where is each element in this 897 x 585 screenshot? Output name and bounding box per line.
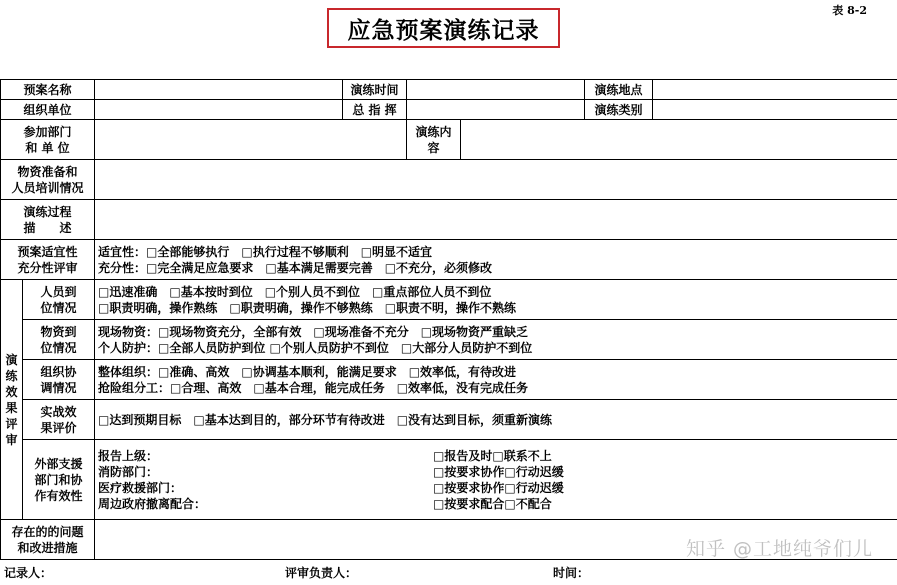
material-label-line: 物资准备和	[17, 164, 78, 179]
suitability-options[interactable]	[95, 240, 897, 280]
table-row	[1, 360, 897, 400]
coord-options[interactable]	[95, 360, 897, 400]
process-label-line: 描 述	[23, 220, 72, 235]
combat-label-line: 实战效	[40, 404, 77, 419]
vertical-char: 审	[5, 432, 18, 447]
content-value[interactable]	[461, 120, 897, 160]
external-item: 消防部门：	[98, 464, 159, 479]
material-label	[1, 160, 95, 200]
table-row	[1, 120, 897, 160]
content-label: 演练内容	[407, 120, 461, 160]
people-label-line: 位情况	[40, 300, 77, 315]
table-row	[1, 200, 897, 240]
option-line[interactable]: □迅速准确 □基本按时到位 □个别人员不到位 □重点部位人员不到位	[98, 284, 492, 299]
org-unit-value[interactable]	[95, 100, 343, 120]
people-label	[23, 280, 95, 320]
external-item: 周边政府撤离配合：	[98, 496, 207, 511]
table-row	[1, 280, 897, 320]
process-value[interactable]	[95, 200, 897, 240]
table-row	[1, 160, 897, 200]
exercise-type-label: 演练类别	[585, 100, 653, 120]
document-title: 应急预案演练记录	[327, 8, 560, 48]
exercise-time-value[interactable]	[407, 80, 585, 100]
people-label-line: 人员到	[40, 284, 77, 299]
watermark: 知乎 @工地纯爷们儿	[685, 538, 873, 560]
external-support-label	[23, 440, 95, 520]
table-number: 表 8-2	[832, 4, 867, 17]
external-row	[98, 464, 894, 480]
goods-options[interactable]	[95, 320, 897, 360]
problems-label	[1, 520, 95, 560]
dept-value[interactable]	[95, 120, 407, 160]
dept-label-line: 和 单 位	[25, 140, 70, 155]
coord-label	[23, 360, 95, 400]
coord-label-line: 组织协	[40, 364, 77, 379]
plan-name-value[interactable]	[95, 80, 343, 100]
exercise-record-table	[0, 79, 897, 560]
vertical-char: 果	[5, 400, 18, 415]
exercise-type-value[interactable]	[653, 100, 897, 120]
option-line[interactable]: 现场物资：□现场物资充分，全部有效 □现场准备不充分 □现场物资严重缺乏	[98, 324, 529, 339]
material-label-line: 人员培训情况	[11, 180, 84, 195]
option-line[interactable]: 整体组织：□准确、高效 □协调基本顺利，能满足要求 □效率低，有待改进	[98, 364, 517, 379]
external-support-options[interactable]	[95, 440, 897, 520]
combat-options[interactable]	[95, 400, 897, 440]
external-label-line: 外部支援	[34, 456, 83, 471]
table-row	[1, 240, 897, 280]
external-option[interactable]: □按要求配合□不配合	[433, 496, 552, 511]
vertical-char: 练	[5, 368, 18, 383]
suitability-label-line: 充分性评审	[17, 260, 78, 275]
external-item: 报告上级：	[98, 448, 159, 463]
problems-label-line: 存在的的问题	[11, 524, 84, 539]
process-label-line: 演练过程	[23, 204, 72, 219]
vertical-char: 效	[5, 384, 18, 399]
combat-label	[23, 400, 95, 440]
external-option[interactable]: □按要求协作□行动迟缓	[433, 480, 564, 495]
process-label	[1, 200, 95, 240]
suitability-label	[1, 240, 95, 280]
external-option[interactable]: □按要求协作□行动迟缓	[433, 464, 564, 479]
external-option[interactable]: □报告及时□联系不上	[433, 448, 552, 463]
commander-value[interactable]	[407, 100, 585, 120]
problems-label-line: 和改进措施	[17, 540, 78, 555]
table-row	[1, 440, 897, 520]
suitability-label-line: 预案适宜性	[17, 244, 78, 259]
goods-label-line: 位情况	[40, 340, 77, 355]
external-row	[98, 496, 894, 512]
plan-name-label: 预案名称	[1, 80, 95, 100]
option-line[interactable]: 适宜性：□全部能够执行 □执行过程不够顺利 □明显不适宜	[98, 244, 433, 259]
goods-label	[23, 320, 95, 360]
option-line[interactable]: 抢险组分工：□合理、高效 □基本合理，能完成任务 □效率低，没有完成任务	[98, 380, 529, 395]
effect-review-label	[1, 280, 23, 520]
option-line[interactable]: 充分性：□完全满足应急要求 □基本满足需要完善 □不充分，必须修改	[98, 260, 493, 275]
option-line[interactable]: □达到预期目标 □基本达到目的，部分环节有待改进 □没有达到目标，须重新演练	[98, 412, 553, 427]
table-row	[1, 400, 897, 440]
signature-footer	[0, 562, 897, 580]
external-label-line: 部门和协	[34, 472, 83, 487]
commander-label: 总 指 挥	[343, 100, 407, 120]
exercise-site-label: 演练地点	[585, 80, 653, 100]
external-row	[98, 480, 894, 496]
external-label-line: 作有效性	[34, 488, 83, 503]
option-line[interactable]: □职责明确，操作熟练 □职责明确，操作不够熟练 □职责不明，操作不熟练	[98, 300, 517, 315]
external-item: 医疗救援部门：	[98, 480, 183, 495]
vertical-char: 评	[5, 416, 18, 431]
table-row	[1, 320, 897, 360]
option-line[interactable]: 个人防护：□全部人员防护到位 □个别人员防护不到位 □大部分人员防护不到位	[98, 340, 533, 355]
vertical-char: 演	[5, 352, 18, 367]
dept-label-line: 参加部门	[23, 124, 72, 139]
exercise-site-value[interactable]	[653, 80, 897, 100]
combat-label-line: 果评价	[40, 420, 77, 435]
table-row	[1, 80, 897, 100]
table-row	[1, 100, 897, 120]
coord-label-line: 调情况	[40, 380, 77, 395]
people-options[interactable]	[95, 280, 897, 320]
material-value[interactable]	[95, 160, 897, 200]
time-label: 时间：	[553, 566, 590, 580]
goods-label-line: 物资到	[40, 324, 77, 339]
external-row	[98, 448, 894, 464]
recorder-label: 记录人：	[4, 566, 53, 580]
org-unit-label: 组织单位	[1, 100, 95, 120]
reviewer-label: 评审负责人：	[285, 566, 358, 580]
dept-label	[1, 120, 95, 160]
exercise-time-label: 演练时间	[343, 80, 407, 100]
